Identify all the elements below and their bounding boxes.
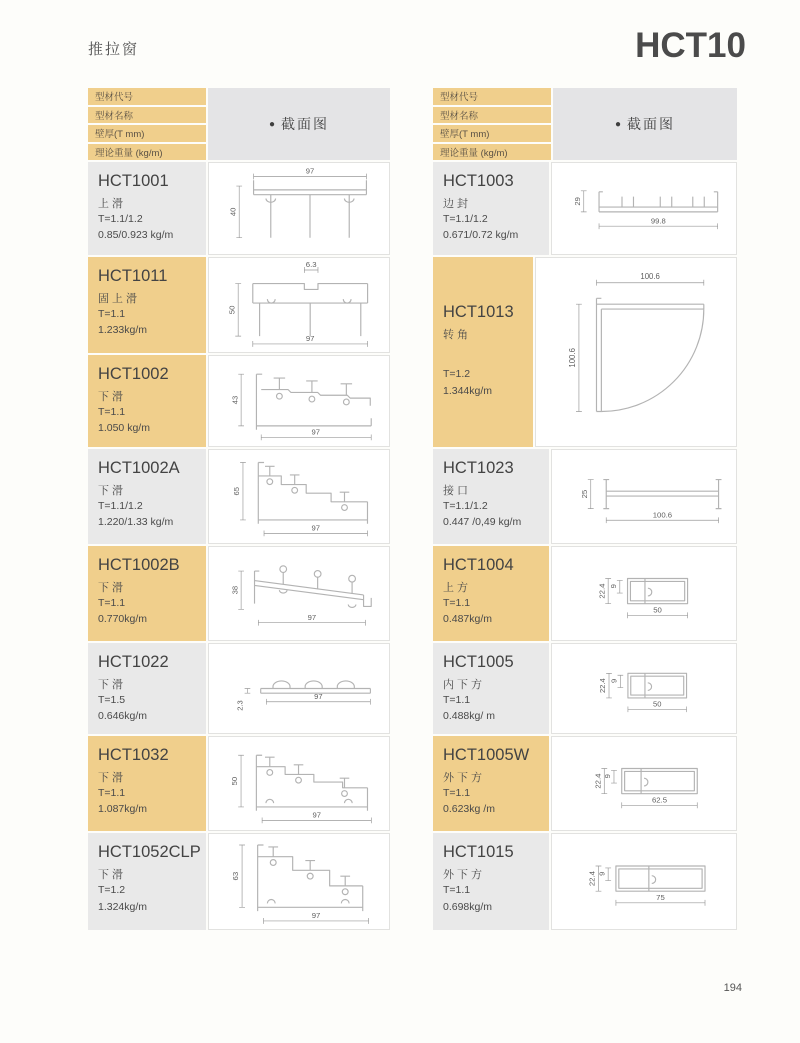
profile-specs bbox=[98, 404, 198, 440]
row-hct1005 bbox=[433, 643, 737, 734]
dim-width-label: 99.8 bbox=[650, 215, 666, 225]
cross-section-cell bbox=[208, 546, 390, 641]
dim-width-label: 97 bbox=[311, 523, 321, 533]
row-hct1013 bbox=[433, 257, 737, 447]
profile-name: 外下方 bbox=[443, 869, 485, 881]
profile-code: HCT1002A bbox=[98, 459, 180, 477]
profile-name: 下滑 bbox=[98, 391, 126, 403]
weight-value: 1.344kg/m bbox=[443, 384, 493, 397]
profile-name: 下滑 bbox=[98, 772, 126, 784]
cross-section-diagram bbox=[552, 549, 736, 639]
thickness-value: T=1.1 bbox=[98, 406, 126, 418]
header-section-title bbox=[208, 88, 390, 160]
dim-inner-label: 9 bbox=[603, 773, 613, 778]
profile-specs bbox=[443, 882, 541, 918]
profile-info bbox=[88, 355, 206, 447]
weight-value: 0.488kg/ m bbox=[443, 710, 495, 723]
profile-code: HCT1023 bbox=[443, 459, 514, 477]
cross-section-diagram bbox=[209, 835, 389, 928]
profile-info bbox=[88, 643, 206, 734]
dim-width-label: 50 bbox=[653, 699, 662, 709]
dim-height-label: 100.6 bbox=[568, 348, 578, 368]
profile-name: 接口 bbox=[443, 485, 471, 497]
row-hct1005w bbox=[433, 736, 737, 831]
thickness-value: T=1.5 bbox=[98, 694, 126, 706]
cross-section-diagram bbox=[552, 452, 736, 542]
cross-section-cell bbox=[208, 736, 390, 831]
cross-section-diagram bbox=[552, 739, 736, 829]
series-code: HCT10 bbox=[635, 26, 746, 65]
cross-section-cell bbox=[551, 546, 737, 641]
dim-width-label: 97 bbox=[312, 810, 321, 820]
row-hct1003 bbox=[433, 162, 737, 255]
profile-specs bbox=[443, 595, 541, 631]
thickness-value: T=1.1 bbox=[98, 597, 126, 609]
profile-code: HCT1032 bbox=[98, 746, 169, 764]
row-hct1004 bbox=[433, 546, 737, 641]
profile-info bbox=[88, 546, 206, 641]
thickness-value: T=1.2 bbox=[443, 368, 471, 381]
dim-height-label: 22.4 bbox=[597, 583, 607, 599]
dim-width-label: 75 bbox=[656, 892, 665, 902]
weight-value: 1.087kg/m bbox=[98, 803, 148, 816]
profile-info bbox=[433, 833, 549, 930]
profile-code: HCT1001 bbox=[98, 172, 169, 190]
dim-height-label: 65 bbox=[232, 486, 242, 496]
profile-specs bbox=[98, 211, 198, 247]
profile-specs bbox=[443, 366, 525, 399]
thickness-value: T=1.1 bbox=[98, 308, 126, 320]
cross-section-diagram bbox=[209, 738, 389, 829]
header-labels bbox=[433, 88, 551, 160]
cross-section-cell bbox=[551, 643, 737, 734]
cross-section-cell bbox=[208, 449, 390, 544]
weight-value: 0.623kg /m bbox=[443, 803, 495, 816]
weight-value: 0.447 /0,49 kg/m bbox=[443, 516, 522, 529]
row-hct1023 bbox=[433, 449, 737, 544]
thickness-value: T=1.1/1.2 bbox=[98, 500, 143, 512]
dim-width-label: 97 bbox=[314, 691, 323, 701]
header-wall-thickness: 壁厚(T mm) bbox=[433, 125, 551, 142]
dim-height-label: 63 bbox=[231, 871, 241, 881]
dim-top-label: 6.3 bbox=[305, 260, 317, 270]
profile-specs bbox=[98, 306, 198, 342]
profile-name: 边封 bbox=[443, 198, 471, 210]
bullet-icon: ● bbox=[614, 118, 622, 130]
right-table-header bbox=[433, 88, 737, 160]
cross-section-cell bbox=[551, 833, 737, 930]
left-table-header bbox=[88, 88, 390, 160]
weight-value: 1.324kg/m bbox=[98, 900, 148, 913]
cross-section-diagram bbox=[209, 550, 389, 638]
profile-name: 内下方 bbox=[443, 679, 485, 691]
profile-name: 下滑 bbox=[98, 679, 126, 691]
row-hct1002b bbox=[88, 546, 390, 641]
profile-info bbox=[433, 449, 549, 544]
profile-name: 固上滑 bbox=[98, 293, 140, 305]
dim-width-label: 50 bbox=[653, 604, 662, 614]
weight-value: 0.698kg/m bbox=[443, 900, 493, 913]
profile-name: 下滑 bbox=[98, 582, 126, 594]
cross-section-diagram bbox=[209, 357, 389, 445]
bullet-icon: ● bbox=[268, 118, 276, 130]
cross-section-cell bbox=[208, 643, 390, 734]
profile-info bbox=[433, 546, 549, 641]
cross-section-cell bbox=[208, 355, 390, 447]
profile-specs bbox=[98, 882, 198, 918]
dim-height-label: 50 bbox=[227, 305, 237, 315]
row-hct1032 bbox=[88, 736, 390, 831]
profile-info bbox=[433, 643, 549, 734]
dim-height-label: 22.4 bbox=[598, 678, 608, 694]
profile-info bbox=[433, 257, 533, 447]
weight-value: 1.233kg/m bbox=[98, 324, 148, 337]
dim-height-label: 38 bbox=[230, 585, 240, 594]
profile-specs bbox=[443, 211, 541, 247]
cross-section-diagram bbox=[552, 645, 736, 732]
thickness-value: T=1.1/1.2 bbox=[443, 213, 488, 225]
profile-code: HCT1003 bbox=[443, 172, 514, 190]
profile-name: 上滑 bbox=[98, 198, 126, 210]
profile-name: 转角 bbox=[443, 329, 471, 342]
header-section-title bbox=[553, 88, 737, 160]
profile-code: HCT1004 bbox=[443, 556, 514, 574]
thickness-value: T=1.1/1.2 bbox=[443, 500, 488, 512]
weight-value: 1.220/1.33 kg/m bbox=[98, 516, 174, 529]
cross-section-cell bbox=[535, 257, 737, 447]
profile-specs bbox=[443, 498, 541, 534]
profile-code: HCT1052CLP bbox=[98, 843, 201, 861]
profile-info bbox=[88, 833, 206, 930]
cross-section-diagram bbox=[209, 451, 389, 542]
dim-height-label: 50 bbox=[230, 776, 240, 786]
profile-code: HCT1002B bbox=[98, 556, 180, 574]
cross-section-diagram bbox=[552, 165, 736, 253]
cross-section-cell bbox=[551, 162, 737, 255]
header-wall-thickness: 壁厚(T mm) bbox=[88, 125, 206, 142]
profile-code: HCT1015 bbox=[443, 843, 514, 861]
weight-value: 0.770kg/m bbox=[98, 613, 148, 626]
dim-height-label: 22.4 bbox=[587, 871, 597, 887]
dim-height-label: 43 bbox=[230, 395, 240, 405]
dim-width-label: 97 bbox=[305, 334, 315, 343]
header-theoretical-weight: 理论重量 (kg/m) bbox=[433, 144, 551, 161]
dim-height-label: 2.3 bbox=[235, 700, 245, 711]
right-table bbox=[433, 88, 737, 930]
row-hct1001 bbox=[88, 162, 390, 255]
dim-inner-label: 9 bbox=[597, 871, 607, 876]
section-label: 截面图 bbox=[627, 116, 676, 132]
page-number: 194 bbox=[723, 982, 742, 994]
thickness-value: T=1.1 bbox=[443, 694, 471, 706]
header-labels bbox=[88, 88, 206, 160]
row-hct1052clp bbox=[88, 833, 390, 930]
weight-value: 0.646kg/m bbox=[98, 710, 148, 723]
header-profile-name: 型材名称 bbox=[88, 107, 206, 124]
cross-section-cell bbox=[208, 833, 390, 930]
row-hct1022 bbox=[88, 643, 390, 734]
cross-section-cell bbox=[208, 162, 390, 255]
thickness-value: T=1.1 bbox=[443, 597, 471, 609]
profile-code: HCT1005 bbox=[443, 653, 514, 671]
header-profile-code: 型材代号 bbox=[88, 88, 206, 105]
header-profile-name: 型材名称 bbox=[433, 107, 551, 124]
profile-info bbox=[433, 736, 549, 831]
profile-code: HCT1005W bbox=[443, 746, 530, 764]
row-hct1002a bbox=[88, 449, 390, 544]
profile-name: 上方 bbox=[443, 582, 471, 594]
dim-width-label: 62.5 bbox=[651, 794, 668, 804]
header-profile-code: 型材代号 bbox=[433, 88, 551, 105]
profile-specs bbox=[443, 692, 541, 728]
dim-height-label: 25 bbox=[579, 489, 589, 498]
thickness-value: T=1.1 bbox=[98, 787, 126, 799]
profile-code: HCT1011 bbox=[98, 267, 168, 285]
profile-specs bbox=[98, 785, 198, 821]
profile-info bbox=[88, 449, 206, 544]
profile-code: HCT1013 bbox=[443, 303, 514, 322]
cross-section-cell bbox=[551, 449, 737, 544]
profile-name: 下滑 bbox=[98, 485, 126, 497]
dim-width-label: 100.6 bbox=[640, 271, 660, 281]
dim-width-label: 97 bbox=[311, 427, 320, 437]
cross-section-cell bbox=[208, 257, 390, 353]
row-hct1002 bbox=[88, 355, 390, 447]
profile-name: 下滑 bbox=[98, 869, 126, 881]
thickness-value: T=1.2 bbox=[98, 884, 126, 897]
dim-width-label: 100.6 bbox=[652, 509, 673, 519]
dim-inner-label: 9 bbox=[609, 678, 619, 684]
weight-value: 0.671/0.72 kg/m bbox=[443, 229, 519, 242]
cross-section-diagram bbox=[209, 165, 389, 253]
profile-specs bbox=[98, 498, 198, 534]
cross-section-diagram bbox=[209, 645, 389, 732]
dim-inner-label: 9 bbox=[608, 583, 618, 588]
profile-specs bbox=[98, 692, 198, 728]
profile-code: HCT1022 bbox=[98, 653, 169, 671]
profile-specs bbox=[98, 595, 198, 631]
cross-section-diagram bbox=[536, 263, 736, 441]
weight-value: 0.487kg/m bbox=[443, 613, 493, 626]
dim-height-label: 40 bbox=[228, 207, 238, 216]
header-theoretical-weight: 理论重量 (kg/m) bbox=[88, 144, 206, 161]
cross-section-diagram bbox=[552, 835, 736, 928]
cross-section-diagram bbox=[209, 260, 389, 350]
dim-width-label: 97 bbox=[307, 612, 317, 622]
profile-specs bbox=[443, 785, 541, 821]
profile-info bbox=[88, 162, 206, 255]
page-title: 推拉窗 bbox=[88, 41, 140, 58]
profile-info bbox=[88, 257, 206, 353]
thickness-value: T=1.1/1.2 bbox=[98, 213, 143, 225]
profile-info bbox=[88, 736, 206, 831]
profile-code: HCT1002 bbox=[98, 365, 169, 383]
dim-width-label: 97 bbox=[311, 910, 321, 920]
dim-height-label: 29 bbox=[572, 196, 582, 206]
profile-info bbox=[433, 162, 549, 255]
weight-value: 1.050 kg/m bbox=[98, 422, 150, 435]
left-table bbox=[88, 88, 390, 930]
thickness-value: T=1.1 bbox=[443, 884, 471, 897]
profile-name: 外下方 bbox=[443, 772, 485, 784]
row-hct1015 bbox=[433, 833, 737, 930]
thickness-value: T=1.1 bbox=[443, 787, 471, 799]
dim-width-label: 97 bbox=[305, 166, 315, 176]
row-hct1011 bbox=[88, 257, 390, 353]
weight-value: 0.85/0.923 kg/m bbox=[98, 229, 174, 242]
section-label: 截面图 bbox=[281, 116, 330, 132]
cross-section-cell bbox=[551, 736, 737, 831]
dim-height-label: 22.4 bbox=[593, 773, 603, 789]
